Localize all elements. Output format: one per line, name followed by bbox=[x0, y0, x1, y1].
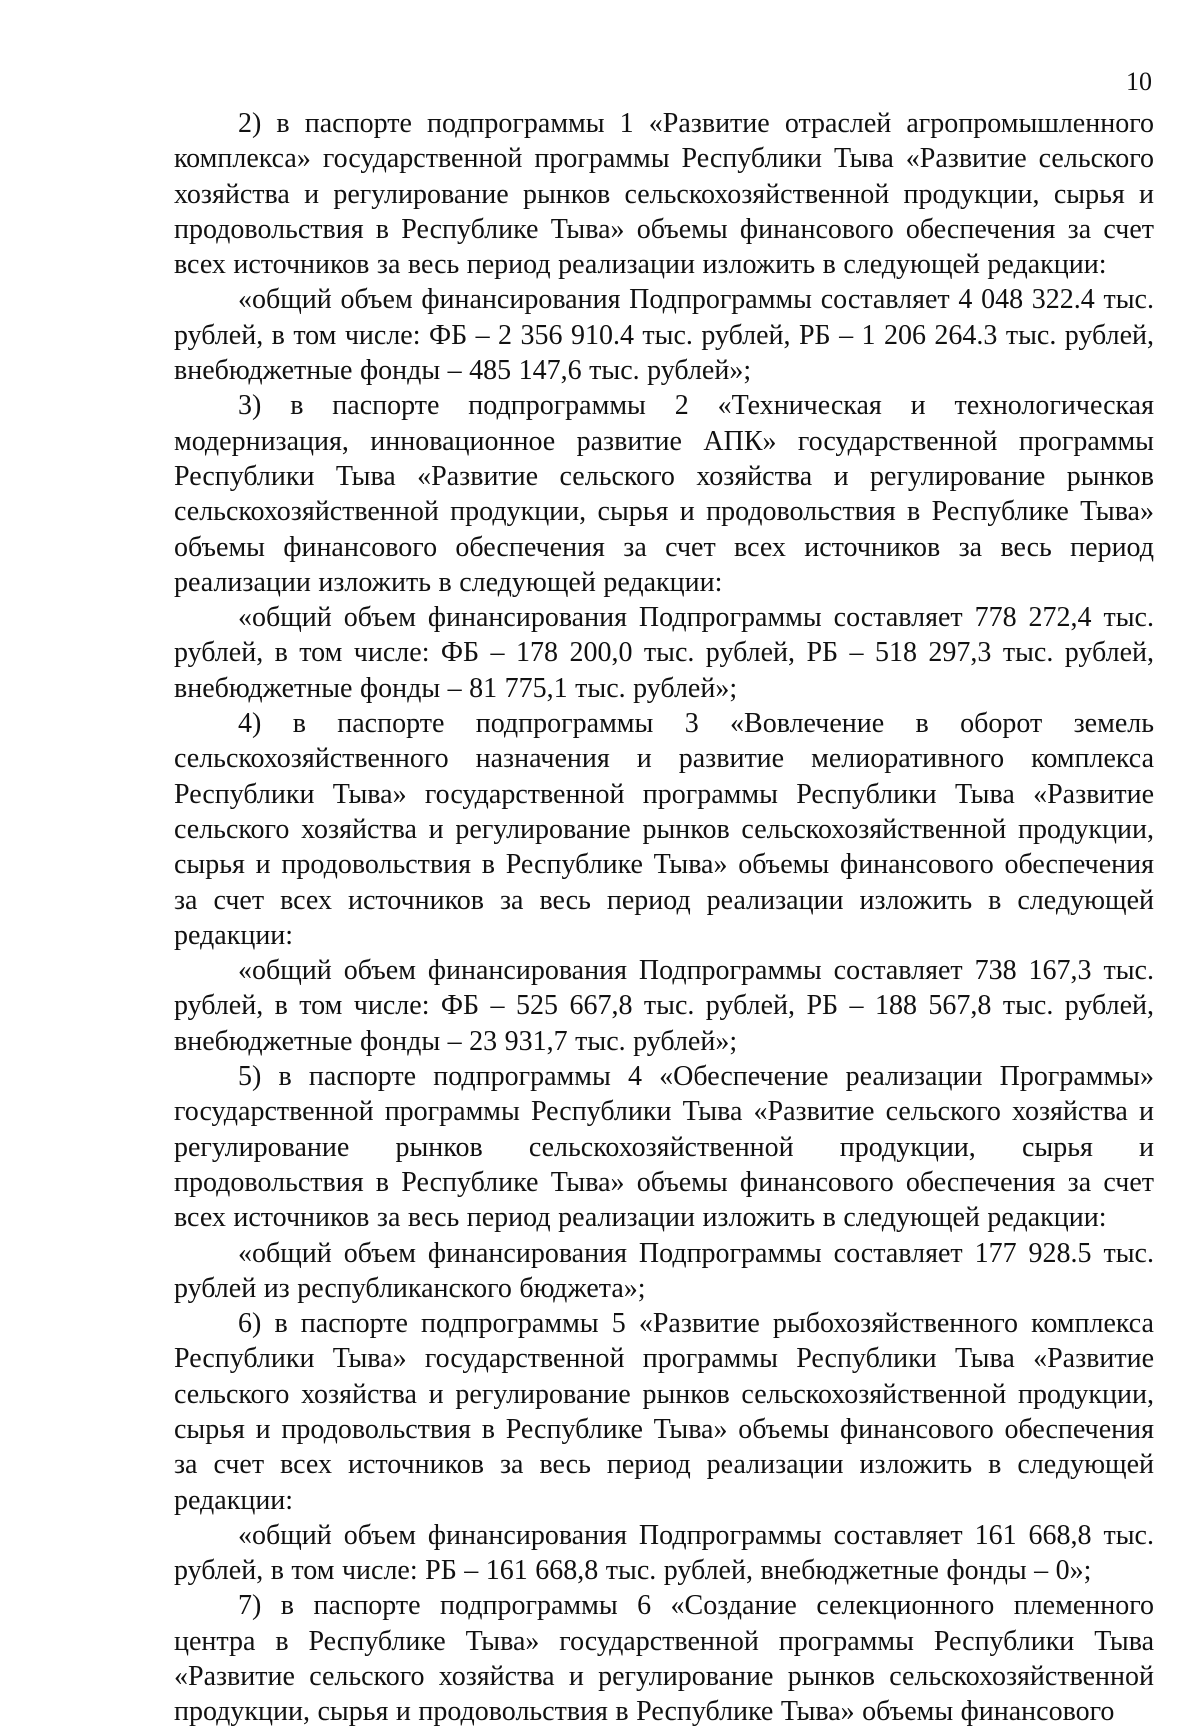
paragraph-funding-subprogram-3: «общий объем финансирования Подпрограммы составляет 738 167,3 тыс. рублей, в том числе: ФБ – 525 667,8 тыс. рублей, РБ – 188 567,8 тыс. рублей, внебюджетные фонды – 23 931,7 тыс. рублей»; bbox=[174, 955, 1154, 1057]
paragraph-funding-subprogram-1: «общий объем финансирования Подпрограммы составляет 4 048 322.4 тыс. рублей, в том числе: ФБ – 2 356 910.4 тыс. рублей, РБ – 1 206 264.3 тыс. рублей, внебюджетные фонды – 485 147,6 тыс. рублей»; bbox=[174, 284, 1154, 387]
paragraph-funding-subprogram-5: «общий объем финансирования Подпрограммы составляет 161 668,8 тыс. рублей, в том числе: РБ – 161 668,8 тыс. рублей, внебюджетные фонды – 0»; bbox=[174, 1519, 1154, 1587]
page-number: 10 bbox=[1126, 67, 1152, 96]
document-body bbox=[174, 106, 1154, 1730]
paragraph-item-5: 5) в паспорте подпрограммы 4 «Обеспечение реализации Программы» государственной программы Республики Тыва «Развитие сельского хозяйства и регулирование рынков сельскохозяйственной продукции, сырья и продовольствия в Республике Тыва» объемы финансового обеспечения за счет всех источников за весь период реализации изложить в следующей редакции: bbox=[174, 1061, 1154, 1234]
paragraph-item-2: 2) в паспорте подпрограммы 1 «Развитие отраслей агропромышленного комплекса» государственной программы Республики Тыва «Развитие сельского хозяйства и регулирование рынков сельскохозяйственной продукции, сырья и продовольствия в Республике Тыва» объемы финансового обеспечения за счет всех источников за весь период реализации изложить в следующей редакции: bbox=[174, 108, 1154, 281]
paragraph-item-3: 3) в паспорте подпрограммы 2 «Техническая и технологическая модернизация, инновационное развитие АПК» государственной программы Республики Тыва «Развитие сельского хозяйства и регулирование рынков сельскохозяйственной продукции, сырья и продовольствия в Республике Тыва» объемы финансового обеспечения за счет всех источников за весь период реализации изложить в следующей редакции: bbox=[174, 390, 1154, 598]
paragraph-funding-subprogram-4: «общий объем финансирования Подпрограммы составляет 177 928.5 тыс. рублей из республиканского бюджета»; bbox=[174, 1237, 1154, 1304]
paragraph-funding-subprogram-2: «общий объем финансирования Подпрограммы составляет 778 272,4 тыс. рублей, в том числе: ФБ – 178 200,0 тыс. рублей, РБ – 518 297,3 тыс. рублей, внебюджетные фонды – 81 775,1 тыс. рублей»; bbox=[174, 602, 1154, 704]
paragraph-item-6: 6) в паспорте подпрограммы 5 «Развитие рыбохозяйственного комплекса Республики Тыва» государственной программы Республики Тыва «Развитие сельского хозяйства и регулирование рынков сельскохозяйственной продукции, сырья и продовольствия в Республике Тыва» объемы финансового обеспечения за счет всех источников за весь период реализации изложить в следующей редакции: bbox=[174, 1308, 1154, 1516]
paragraph-item-4: 4) в паспорте подпрограммы 3 «Вовлечение в оборот земель сельскохозяйственного назначения и развитие мелиоративного комплекса Республики Тыва» государственной программы Республики Тыва «Развитие сельского хозяйства и регулирование рынков сельскохозяйственной продукции, сырья и продовольствия в Республике Тыва» объемы финансового обеспечения за счет всех источников за весь период реализации изложить в следующей редакции: bbox=[174, 708, 1154, 951]
paragraph-item-7: 7) в паспорте подпрограммы 6 «Создание селекционного племенного центра в Республике Тыва» государственной программы Республики Тыва «Развитие сельского хозяйства и регулирование рынков сельскохозяйственной продукции, сырья и продовольствия в Республике Тыва» объемы финансового bbox=[174, 1590, 1154, 1728]
